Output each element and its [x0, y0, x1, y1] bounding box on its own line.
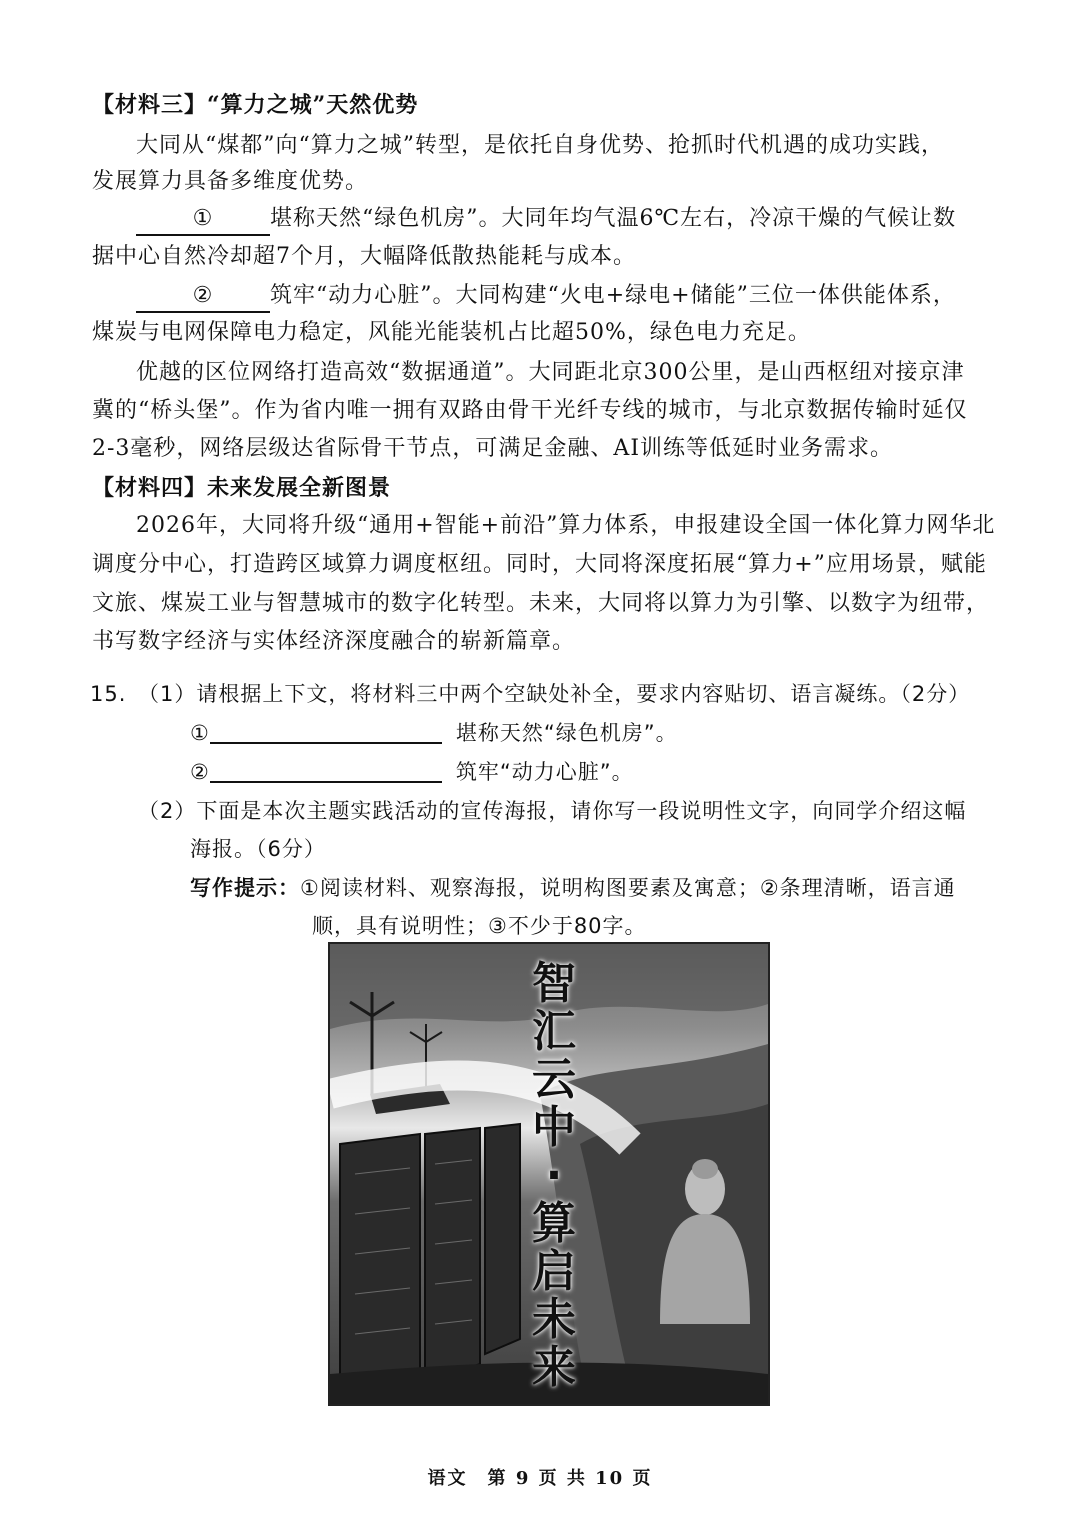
poster-title-char: 来 [532, 1342, 576, 1393]
poster-title-char: · [545, 1150, 563, 1201]
material3-para4-line1: 优越的区位网络打造高效“数据通道”。大同距北京300公里，是山西枢纽对接京津 [136, 360, 965, 385]
poster-title [522, 960, 586, 1392]
material3-heading: 【材料三】“算力之城”天然优势 [92, 92, 419, 118]
promo-poster [328, 942, 770, 1406]
answer-line-2 [190, 757, 634, 787]
answer-2-mark: ② [190, 760, 210, 784]
poster-title-char: 云 [532, 1054, 576, 1105]
material4-line2: 调度分中心，打造跨区域算力调度枢纽。同时，大同将深度拓展“算力+”应用场景，赋能 [92, 552, 987, 577]
answer-1-suffix: 堪称天然“绿色机房”。 [455, 721, 678, 745]
answer-1-mark: ① [190, 721, 210, 745]
writing-hint-text1: ①阅读材料、观察海报，说明构图要素及寓意；②条理清晰，语言通 [300, 876, 956, 900]
poster-title-char: 汇 [532, 1006, 576, 1057]
writing-hint-line2: 顺，具有说明性；③不少于80字。 [312, 914, 647, 938]
material4-line3: 文旅、煤炭工业与智慧城市的数字化转型。未来，大同将以算力为引擎、以数字为纽带， [92, 591, 990, 616]
material4-line1: 2026年，大同将升级“通用+智能+前沿”算力体系，申报建设全国一体化算力网华北 [136, 513, 996, 538]
blank-1-mark: ① [192, 206, 214, 231]
material3-para3-line2: 煤炭与电网保障电力稳定，风能光能装机占比超50%，绿色电力充足。 [92, 320, 811, 345]
material3-para3-text: 筑牢“动力心脏”。大同构建“火电+绿电+储能”三位一体供能体系， [270, 283, 956, 308]
buddha-hair [692, 1159, 718, 1179]
material3-para2-line1 [136, 204, 956, 236]
blank-2-mark: ② [192, 283, 214, 308]
material3-para2-text: 堪称天然“绿色机房”。大同年均气温6℃左右，冷凉干燥的气候让数 [270, 206, 957, 231]
poster-title-char: 未 [532, 1294, 576, 1345]
answer-line-1 [190, 718, 678, 748]
blank-1 [136, 204, 270, 236]
question-number: 15. [90, 682, 127, 706]
answer-2-suffix: 筑牢“动力心脏”。 [455, 760, 634, 784]
question-part2-line1: （2）下面是本次主题实践活动的宣传海报，请你写一段说明性文字，向同学介绍这幅 [138, 799, 967, 823]
material3-para3-line1 [136, 281, 956, 313]
writing-hint-label: 写作提示： [190, 876, 300, 900]
material3-para4-line2: 冀的“桥头堡”。作为省内唯一拥有双路由骨干光纤专线的城市，与北京数据传输时延仅 [92, 398, 968, 423]
server-racks [340, 1124, 520, 1404]
blank-2 [136, 281, 270, 313]
poster-title-char: 中 [532, 1102, 576, 1153]
material4-heading: 【材料四】未来发展全新图景 [92, 475, 392, 501]
question-part2-line2: 海报。（6分） [190, 837, 326, 861]
material3-para1-line1: 大同从“煤都”向“算力之城”转型，是依托自身优势、抢抓时代机遇的成功实践， [136, 133, 944, 158]
writing-hint-line1 [190, 873, 956, 903]
question-part1: （1）请根据上下文，将材料三中两个空缺处补全，要求内容贴切、语言凝练。（2分） [138, 682, 971, 706]
page-footer: 语文 第 9 页 共 10 页 [427, 1468, 653, 1489]
material3-para4-line3: 2-3毫秒，网络层级达省际骨干节点，可满足金融、AI训练等低延时业务需求。 [92, 436, 894, 461]
poster-title-char: 启 [532, 1246, 576, 1297]
poster-title-char: 智 [532, 958, 576, 1009]
material3-para1-line2: 发展算力具备多维度优势。 [92, 169, 369, 194]
answer-1-blank[interactable] [210, 718, 442, 744]
answer-2-blank[interactable] [210, 757, 442, 783]
poster-title-char: 算 [532, 1198, 576, 1249]
material3-para2-line2: 据中心自然冷却超7个月，大幅降低散热能耗与成本。 [92, 244, 636, 269]
material4-line4: 书写数字经济与实体经济深度融合的崭新篇章。 [92, 629, 576, 654]
